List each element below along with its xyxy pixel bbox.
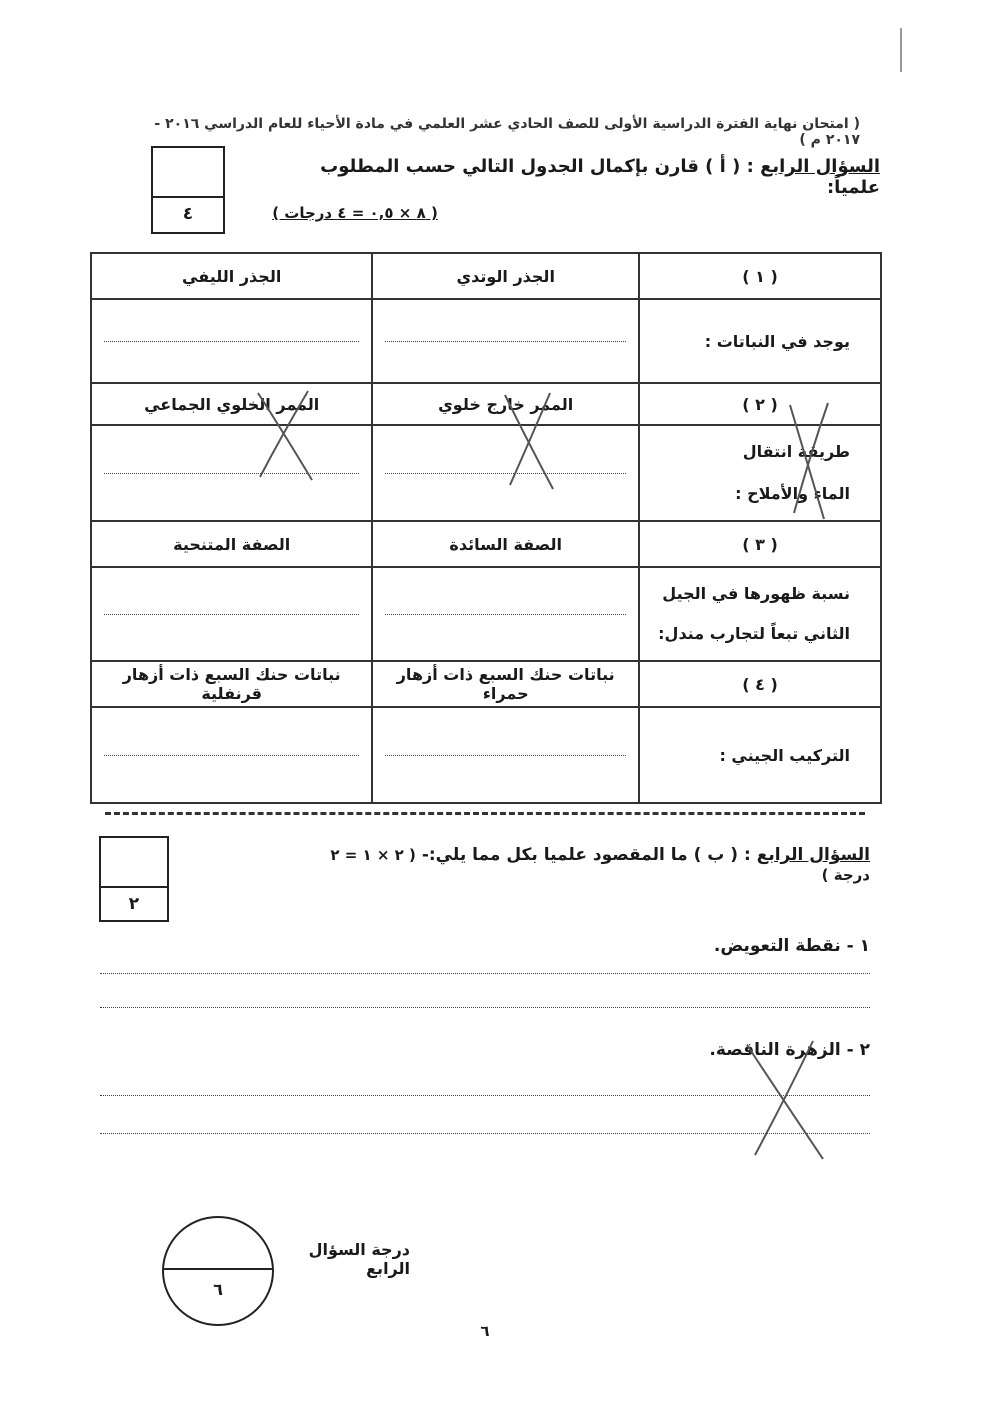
definition-item-2: ٢ - الزهرة الناقصة. — [709, 1040, 870, 1060]
question-a-label: السؤال الرابع — [760, 156, 880, 177]
row2-number: ( ٢ ) — [639, 383, 881, 425]
row3-col1-header: الصفة السائدة — [372, 521, 639, 567]
row1-answer-col2[interactable] — [91, 299, 372, 383]
score-box-b — [99, 836, 169, 922]
question-b-marks: ( ٢ × ١ = ٢ درجة ) — [330, 846, 870, 884]
question-b-label: السؤال الرابع — [756, 845, 870, 865]
question-b-text: : ( ب ) ما المقصود علميا بكل مما يلي:- — [421, 845, 751, 865]
total-score-value: ٦ — [213, 1280, 223, 1299]
question-a-title — [300, 156, 880, 198]
row2-answer-col1[interactable] — [372, 425, 639, 521]
exam-header: ( امتحان نهاية الفترة الدراسية الأولى للصف الحادي عشر العلمي في مادة الأحياء للعام الدراسي ٢٠١٦ - ٢٠١٧ م ) — [154, 116, 860, 148]
row2-answer-col2[interactable] — [91, 425, 372, 521]
row4-answer-col2[interactable] — [91, 707, 372, 803]
row3-number: ( ٣ ) — [639, 521, 881, 567]
row3-criterion — [639, 567, 881, 661]
row1-criterion: يوجد في النباتات : — [639, 299, 881, 383]
total-score-circle — [162, 1216, 274, 1326]
row1-number: ( ١ ) — [639, 253, 881, 299]
row2-criterion — [639, 425, 881, 521]
answer-line-1a[interactable] — [100, 972, 870, 974]
row3-answer-col1[interactable] — [372, 567, 639, 661]
row3-criterion-line1: نسبة ظهورها في الجيل — [662, 584, 850, 603]
row3-answer-col2[interactable] — [91, 567, 372, 661]
answer-line-1b[interactable] — [100, 1006, 870, 1008]
margin-mark — [900, 28, 902, 72]
row1-col1-header: الجذر الوتدي — [372, 253, 639, 299]
row4-number: ( ٤ ) — [639, 661, 881, 707]
question-a-text: : ( أ ) قارن بإكمال الجدول التالي حسب المطلوب علمياً: — [320, 156, 880, 198]
row4-answer-col1[interactable] — [372, 707, 639, 803]
row4-criterion: التركيب الجيني : — [639, 707, 881, 803]
question-a-marks: ( ٨ × ٠,٥ = ٤ درجات ) — [272, 204, 438, 222]
row2-col2-header: الممر الخلوي الجماعي — [91, 383, 372, 425]
section-separator — [105, 812, 865, 815]
answer-line-2b[interactable] — [100, 1132, 870, 1134]
row3-col2-header: الصفة المتنحية — [91, 521, 372, 567]
row1-col2-header: الجذر الليفي — [91, 253, 372, 299]
score-box-a — [151, 146, 225, 234]
row4-col2-header: نباتات حنك السبع ذات أزهار قرنفلية — [91, 661, 372, 707]
page-number: ٦ — [480, 1322, 490, 1340]
definition-item-1: ١ - نقطة التعويض. — [713, 936, 870, 956]
row2-criterion-line2: الماء والأملاح : — [735, 484, 850, 503]
total-score-label: درجة السؤال الرابع — [308, 1240, 410, 1278]
row2-criterion-line1: طريقة انتقال — [742, 442, 850, 461]
row4-col1-header: نباتات حنك السبع ذات أزهار حمراء — [372, 661, 639, 707]
comparison-table — [90, 252, 882, 804]
question-b-title — [300, 845, 870, 885]
row2-col1-header: الممر خارج خلوي — [372, 383, 639, 425]
row1-answer-col1[interactable] — [372, 299, 639, 383]
row3-criterion-line2: الثاني تبعاً لتجارب مندل: — [658, 624, 850, 643]
score-value-b: ٢ — [128, 894, 140, 914]
answer-line-2a[interactable] — [100, 1094, 870, 1096]
score-value-a: ٤ — [182, 204, 194, 224]
